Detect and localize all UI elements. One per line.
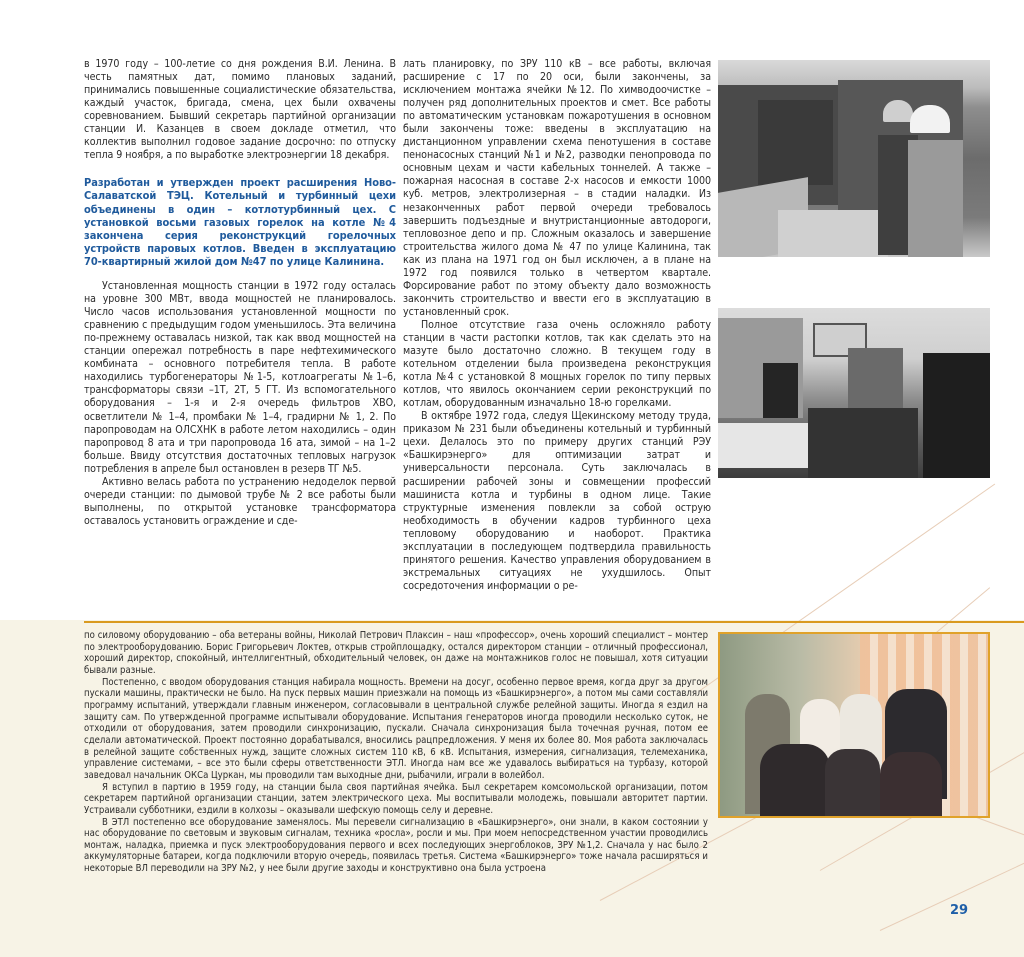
highlight-summary: Разработан и утвержден проект расширения Ново-Салаватской ТЭЦ. Котельный и турбинный цехи объединены в один – котлотурбинный цех. С установкой восьми газовых горелок на котле №4 закончена серия реконструкций горелочных устройств паровых котлов. Введен в эксплуатацию 70-квартирный жилой дом №47 по улице Калинина. <box>84 176 396 268</box>
paragraph: Полное отсутствие газа очень осложняло работу станции в части растопки котлов, так как сделать это на мазуте было достаточно сложно. В текущем году в котельном отделении была произведена реконструкция котла №4 с установкой 8 мощных горелок по типу первых котлов, что явилось окончанием серии реконструкций по котлам, оборудованным изначально 18-ю горелками. <box>403 318 711 410</box>
paragraph: лать планировку, по ЗРУ 110 кВ – все работы, включая расширение с 17 по 20 оси, были закончены, за исключением монтажа ячейки №12. По химводоочистке – получен ряд дополнительных проектов и смет. Все работы по автоматическим установкам пожаротушения в основном были закончены тоже: введены в эксплуатацию на дистанционном управлении схема пенотушения в составе пенонасосных станций №1 и №2, разводки пенопровода по основным цехам и части кабельных тоннелей. А также – пожарная насосная в составе 2-х насосов и емкости 1000 куб. метров, электролизерная – в стадии наладки. Из незаконченных работ первой очереди требовалось завершить подъездные и внутристанционные автодороги, тепловозное депо и пр. Сложным оказалось и завершение строительства жилого дома № 47 по улице Калинина, так как из плана на 1971 год он был исключен, а в плане на 1972 год появился только в четвертом квартале. Форсирование работ по этому объекту дало возможность закончить строительство и ввести его в эксплуатацию в установленный срок. <box>403 58 711 318</box>
paragraph: В ЭТЛ постепенно все оборудование заменялось. Мы перевели сигнализацию в «Башкирэнерго», они знали, в каком состоянии у нас оборудование по световым и звуковым сигналам, техника «росла», росли и мы. При моем непосредственном участии проводились монтаж, наладка, приемка и пуск электрооборудования первого и всех последующих энергоблоков, ЗРУ №1,2. Сначала у нас было 2 аккумуляторные батареи, когда подключили вторую очередь, появилась третья. Система «Башкирэнерго» тоже начала расширяться и некоторые ВЛ переводили на ЗРУ №2, у нее были другие заходы и конструктивно она была устроена <box>84 816 708 875</box>
paragraph: Постепенно, с вводом оборудования станция набирала мощность. Времени на досуг, особенно первое время, когда друг за другом пускали машины, практически не было. На пуск первых машин приезжали на помощь из «Башкирэнерго», а потом мы сами составляли программу испытаний, утверждали главным инженером, согласовывали в центральной службе релейной защиты. Иногда я ездил на защиту сам. По утвержденной программе испытывали оборудование. Испытания генераторов иногда проводили несколько суток, не отходили от оборудования, затем проводили синхронизацию, пускали. Сначала синхронизация была точечная ручная, потом ее сделали автоматической. Проект постоянно дорабатывался, вносились рацпредложения. У меня их более 80. Моя работа заключалась в релейной защите собственных нужд, защите сложных систем 110 кВ, 6 кВ. Испытания, измерения, сигнализация, телемеханика, управление системами, – все это были сферы ответственности ЭТЛ. Иногда нам все же удавалось выбираться на турбазу, которой заведовал начальник ОКСа Цуркан, мы проводили там выходные дни, рыбачили, играли в волейбол. <box>84 676 708 781</box>
photo-control-room <box>718 60 990 257</box>
paragraph: по силовому оборудованию – оба ветераны войны, Николай Петрович Плаксин – наш «профессор», очень хороший специалист – монтер по электрооборудованию. Борис Григорьевич Локтев, открыв стройплощадку, остался директором станции – отличный профессионал, хороший директор, спокойный, интеллигентный, обходительный человек, он даже на монтажников голос не повышал, хотя ситуации бывали разные. <box>84 630 708 676</box>
text-column-1 <box>84 58 396 528</box>
page-number: 29 <box>950 903 969 918</box>
paragraph: Активно велась работа по устранению недоделок первой очереди станции: по дымовой трубе № 2 все работы были выполнены, по открытой установке трансформатора оставалось установить ограждение и сде- <box>84 475 396 527</box>
photo-office-meeting <box>718 308 990 478</box>
paragraph: в 1970 году – 100-летие со дня рождения В.И. Ленина. В честь памятных дат, помимо плановых заданий, принимались повышенные социалистические обязательства, каждый участок, бригада, смена, цех были охвачены соревнованием. Бывший секретарь партийной организации станции И. Казанцев в своем докладе отметил, что коллектив выполнил годовое задание досрочно: по отпуску тепла 9 ноября, а по выработке электроэнергии 18 декабря. <box>84 58 396 162</box>
photo-group-portrait <box>718 632 990 818</box>
paragraph: Установленная мощность станции в 1972 году осталась на уровне 300 МВт, ввода мощностей не планировалось. Число часов использования установленной мощности по сравнению с предыдущим годом уменьшилось. Эта величина по-прежнему оставалась низкой, так как ввод мощностей на станции опережал потребность в паре нефтехимического комбината – основного потребителя тепла. В работе находились турбогенераторы №1-5, котлоагрегаты №1–6, трансформаторы связи –1Т, 2Т, 5 ГТ. Из вспомогательного оборудования – 1-я и 2-я очередь фильтров ХВО, осветлители № 1–4, промбаки № 1–4, градирни № 1, 2. По паропроводам на ОЛСХНК в работе летом находились – один паропровод 8 ата и три паропровода 16 ата, зимой – на 1–2 больше. Ввиду отсутствия достаточных тепловых нагрузок потребления в апреле был остановлен в резерв ТГ №5. <box>84 280 396 475</box>
paragraph: В октябре 1972 года, следуя Щекинскому методу труда, приказом № 231 были объединены котельный и турбинный цехи. Делалось это по примеру других станций РЭУ «Башкирэнерго» для оптимизации затрат и универсальности персонала. Суть заключалась в расширении рабочей зоны и совмещении профессий машиниста котла и турбины в одном лице. Такие структурные изменения повлекли за собой острую необходимость в обучении кадров турбинного цеха тепловому оборудованию и наоборот. Практика эксплуатации в последующем подтвердила правильность принятого решения. Качество управления оборудованием в экстремальных ситуациях не ухудшилось. Опыт сосредоточения информации о ре- <box>403 410 711 592</box>
paragraph: Я вступил в партию в 1959 году, на станции была своя партийная ячейка. Был секретарем комсомольской организации, потом секретарем партийной организации станции, затем электрического цеха. Мы воспитывали молодежь, повышали авторитет партии. Устраивали субботники, ездили в колхозы – оказывали шефскую помощь селу и деревне. <box>84 781 708 816</box>
memoir-text <box>84 630 708 875</box>
section-divider <box>84 621 1024 623</box>
text-column-2 <box>403 58 711 593</box>
